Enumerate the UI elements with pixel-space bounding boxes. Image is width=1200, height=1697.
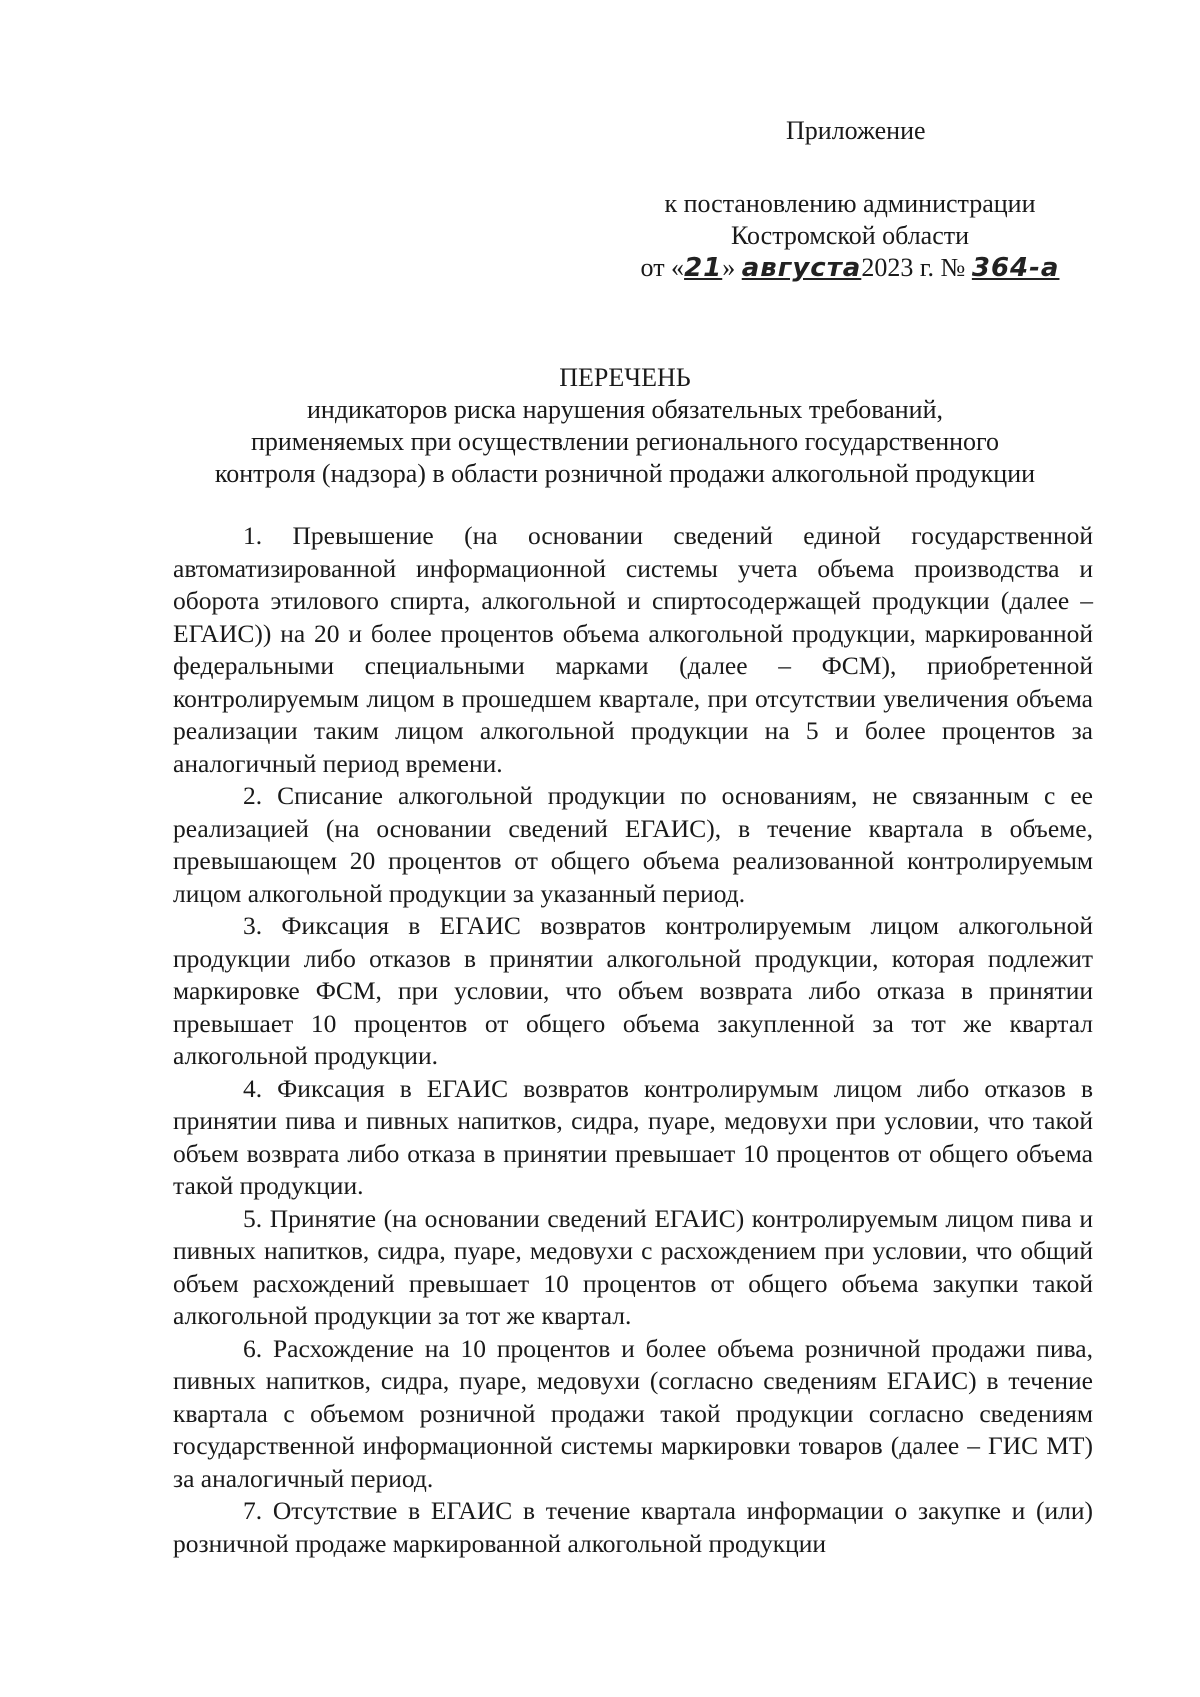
title-line-1: индикаторов риска нарушения обязательных требований,: [306, 395, 944, 424]
title-line-2: применяемых при осуществлении регионального государственного: [250, 427, 1000, 456]
decree-line-2: Костромской области: [730, 221, 970, 250]
decree-date-line: [600, 252, 1100, 284]
title-line-3: контроля (надзора) в области розничной продажи алкогольной продукции: [214, 459, 1036, 488]
date-prefix: от «: [640, 253, 685, 282]
indicator-item-1: 1. Превышение (на основании сведений единой государственной автоматизированной информационной системы учета объема производства и оборота этилового спирта, алкогольной и спиртосодержащей продукции (далее – ЕГАИС)) на 20 и более процентов объема алкогольной продукции, маркированной федеральными специальными марками (далее – ФСМ), приобретенной контролируемым лицом в прошедшем квартале, при отсутствии увеличения объема реализации таким лицом алкогольной продукции на 5 и более процентов за аналогичный период времени.: [173, 521, 1093, 778]
date-month-handwritten: августа: [741, 253, 862, 283]
appendix-label: Приложение: [786, 116, 926, 145]
indicator-list: [173, 520, 1093, 1560]
decree-line-1: к постановлению администрации: [664, 189, 1036, 218]
document-title: [150, 362, 1100, 490]
indicator-item-6: 6. Расхождение на 10 процентов и более объема розничной продажи пива, пивных напитков, сидра, пуаре, медовухи (согласно сведениям ЕГАИС) в течение квартала с объемом розничной продажи такой продукции согласно сведениям государственной информационной системы маркировки товаров (далее – ГИС МТ) за аналогичный период.: [173, 1333, 1093, 1493]
decree-number-handwritten: 364-а: [971, 253, 1060, 283]
indicator-item-3: 3. Фиксация в ЕГАИС возвратов контролируемым лицом алкогольной продукции либо отказов в принятии алкогольной продукции, которая подлежит маркировке ФСМ, при условии, что объем возврата либо отказа в принятии превышает 10 процентов от общего объема закупленной за тот же квартал алкогольной продукции.: [173, 911, 1093, 1070]
date-day-handwritten: 21: [684, 253, 723, 283]
title-heading: ПЕРЕЧЕНЬ: [559, 363, 691, 392]
decree-reference: [600, 188, 1100, 284]
indicator-item-5: 5. Принятие (на основании сведений ЕГАИС) контролируемым лицом пива и пивных напитков, сидра, пуаре, медовухи с расхождением при условии, что общий объем расхождений превышает 10 процентов от общего объема закупки такой алкогольной продукции за тот же квартал.: [173, 1203, 1093, 1330]
date-mid: »: [722, 253, 736, 282]
date-year: 2023 г. №: [861, 253, 966, 282]
indicator-item-7: 7. Отсутствие в ЕГАИС в течение квартала информации о закупке и (или) розничной продаже маркированной алкогольной продукции: [173, 1496, 1093, 1558]
indicator-item-2: 2. Списание алкогольной продукции по основаниям, не связанным с ее реализацией (на основании сведений ЕГАИС), в течение квартала в объеме, превышающем 20 процентов от общего объема реализованной контролируемым лицом алкогольной продукции за указанный период.: [173, 781, 1093, 908]
indicator-item-4: 4. Фиксация в ЕГАИС возвратов контролирумым лицом либо отказов в принятии пива и пивных напитков, сидра, пуаре, медовухи при условии, что такой объем возврата либо отказа в принятии превышает 10 процентов от общего объема такой продукции.: [173, 1073, 1093, 1200]
